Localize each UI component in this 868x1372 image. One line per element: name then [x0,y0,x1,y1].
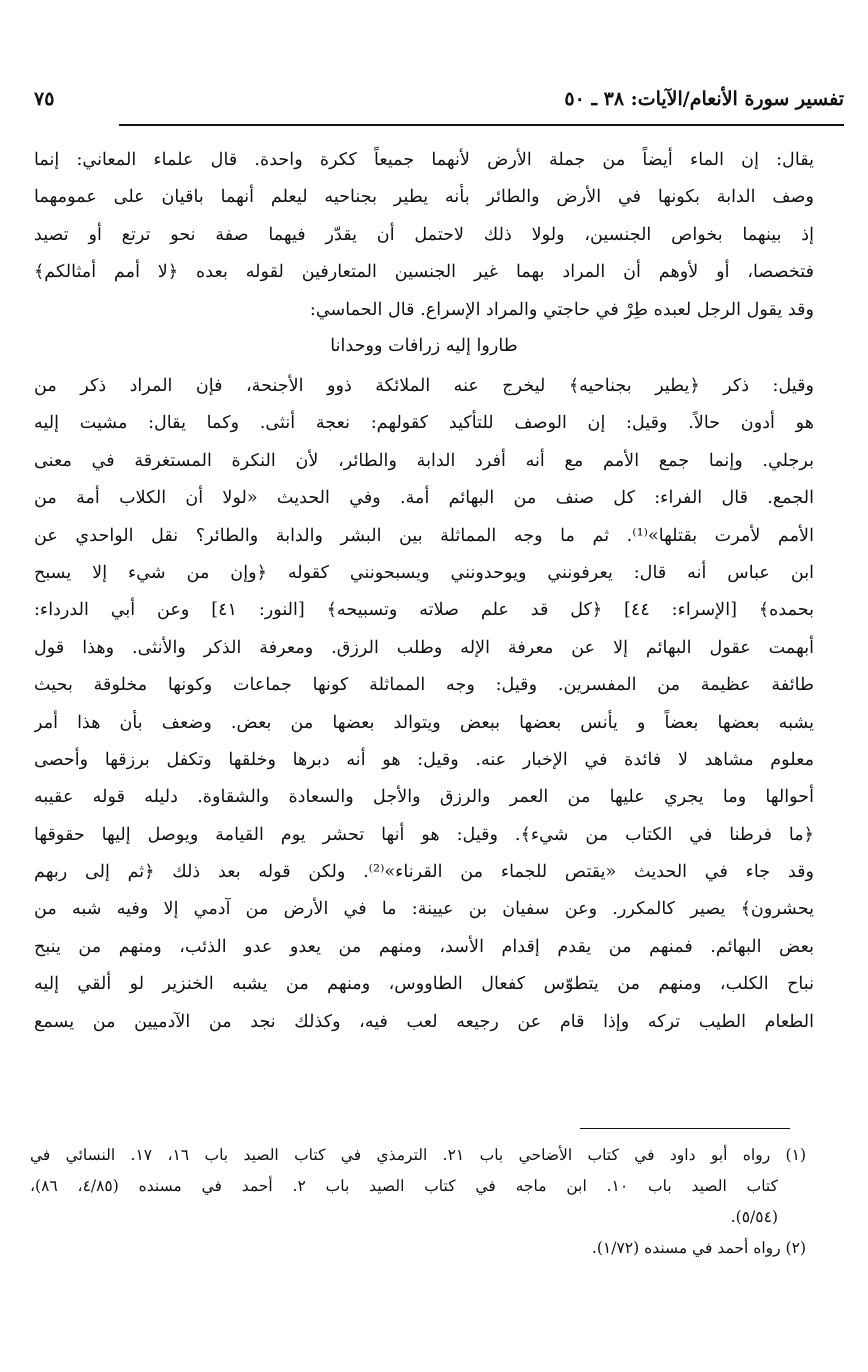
footnote-line: (٥/٥٤). [730,1208,778,1226]
paragraph-2 [34,368,814,1041]
text-line: نباح الكلب، ومنهم من يتطوّس كفعال الطاووس، ومنهم من يشبه الخنزير لو ألقي إليه [34,974,814,995]
text-line: طائفة عظيمة من المفسرين. وقيل: وجه المماثلة كونها جماعات وكونها مخلوقة بحيث [34,675,814,696]
text-line: ﴿ما فرطنا في الكتاب من شيء﴾. وقيل: هو أنها تحشر يوم القيامة ويوصل إليها حقوقها [34,824,814,845]
text-line: معلوم مشاهد لا فائدة في الإخبار عنه. وقيل: هو أنه دبرها وخلقها وتكفل برزقها وأحصى [34,749,814,770]
text-line: الطعام الطيب تركه وإذا قام عن رجيعه لعب فيه، وكذلك نجد من الآدميين من يسمع [34,1011,814,1032]
text-line: وقد جاء في الحديث «يقتص للجماء من القرناء»⁽²⁾. ولكن قوله بعد ذلك ﴿ثم إلى ربهم [34,862,814,883]
text-line: وصف الدابة بكونها في الأرض والطائر بأنه يطير بجناحيه ليعلم أنهما باقيان على عمومهما [34,187,814,208]
verse-line: طاروا إليه زرافات ووحدانا [330,336,518,356]
text-line: الجمع. قال الفراء: كل صنف من البهائم أمة. وفي الحديث «لولا أن الكلاب أمة من [34,488,814,509]
text-line: هو أدون حالاً. وقيل: إن الوصف للتأكيد كقولهم: نعجة أنثى. وكما يقال: مشيت إليه [34,413,814,434]
text-line: وقيل: ذكر ﴿يطير بجناحيه﴾ ليخرج عنه الملائكة ذوو الأجنحة، فإن المراد ذكر من [34,376,814,396]
poetry-verse [34,328,814,365]
footnotes [30,1140,806,1264]
footnote-line: (١) رواه أبو داود في كتاب الأضاحي باب ٢١. الترمذي في كتاب الصيد باب ١٦، ١٧. النسائي في [30,1146,806,1164]
text-line: يشبه بعضها بعضاً و يأنس بعضها ببعض ويتوالد بعضها من بعض. وضعف بأن هذا أمر [34,712,814,733]
header-title: تفسير سورة الأنعام/الآيات: ٣٨ ـ ٥٠ [564,88,844,110]
text-line: يحشرون﴾ يصير كالمكرر. وعن سفيان بن عيينة: ما في الأرض من آدمي إلا وفيه شبه من [34,899,814,920]
text-line: وقد يقول الرجل لعبده طِرْ في حاجتي والمراد الإسراع. قال الحماسي: [309,299,814,320]
footnote-line: (٢) رواه أحمد في مسنده (١/٧٢). [591,1239,806,1257]
text-line: بعض البهائم. فمنهم من يقدم إقدام الأسد، ومنهم من يعدو عدو الذئب، ومنهم من ينبح [34,936,814,957]
footnote-line: كتاب الصيد باب ١٠. ابن ماجه في كتاب الصيد باب ٢. أحمد في مسنده (٤/٨٥، ٨٦)، [30,1177,778,1195]
running-header [34,88,844,122]
text-line: الأمم لأمرت بقتلها»⁽¹⁾. ثم ما وجه المماثلة بين البشر والدابة والطائر؟ نقل الواحدي عن [34,525,814,546]
paragraph-1 [34,142,814,329]
page-number: ٧٥ [34,88,55,110]
footnote-rule [580,1128,790,1129]
text-line: بحمده﴾ [الإسراء: ٤٤] ﴿كل قد علم صلاته وتسبيحه﴾ [النور: ٤١] وعن أبي الدرداء: [34,600,814,621]
text-line: أحوالها وما يجري عليها من العمر والرزق والأجل والسعادة والشقاوة. دليله قوله عقيبه [34,787,814,808]
text-line: فتخصصا، أو لأوهم أن المراد بهما غير الجنسين المتعارفين لقوله بعده ﴿لا أمم أمثالكم﴾ [34,262,814,283]
text-line: يقال: إن الماء أيضاً من جملة الأرض لأنهما جميعاً ككرة واحدة. قال علماء المعاني: إنما [34,150,814,170]
text-line: أبهمت عقول البهائم إلا عن معرفة الإله وطلب الرزق. ومعرفة الذكر والأنثى. وهذا قول [34,637,814,658]
text-line: ابن عباس أنه قال: يعرفونني ويوحدونني ويسبحونني كقوله ﴿وإن من شيء إلا يسبح [34,562,814,583]
text-line: إذ بينهما بخواص الجنسين، ولولا ذلك لاحتمل أن يقدّر فيهما صفة نحو ترتع أو تصيد [34,224,814,245]
header-rule [119,124,844,126]
text-line: برجلي. وإنما جمع الأمم مع أنه أفرد الدابة والطائر، لأن النكرة المستغرقة في معنى [34,450,814,471]
